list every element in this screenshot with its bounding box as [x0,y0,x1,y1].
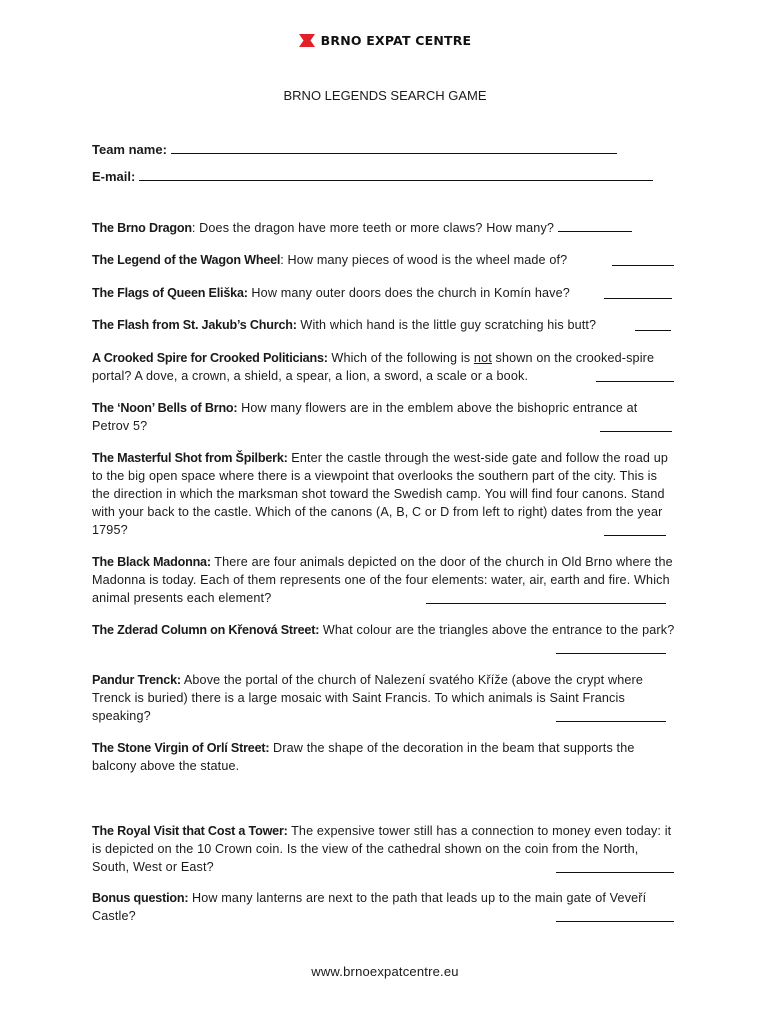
question-title: A Crooked Spire for Crooked Politicians: [92,351,328,365]
team-name-field[interactable] [92,141,617,157]
question-text: How many outer doors does the church in Komín have? [247,286,570,300]
brand-mark-icon [299,34,315,47]
answer-line[interactable] [556,641,666,654]
brand-logo [0,33,770,48]
question-title: The Flags of Queen Eliška: [92,286,248,300]
answer-line[interactable] [604,286,672,299]
question-crooked-spire [92,349,676,385]
brand-name: BRNO EXPAT CENTRE [320,33,472,48]
question-title: The Brno Dragon [92,221,192,235]
question-royal-visit [92,822,676,876]
question-text: Enter the castle through the west-side gate and follow the road up to the big open space where there is a viewpoint that overlooks the southern part of the city. This is the direction in which the marksman shot toward the Swedish camp. You will find four canons. Stand with your back to the castle. Which of the canons (A, B, C or D from left to right) dates from the year 1795? [92,451,669,537]
question-text: Above the portal of the church of Nalezení svatého Kříže (above the crypt where Trenck is buried) there is a large mosaic with Saint Francis. To which animals is Saint Francis speaking? [92,673,644,723]
question-zderad-column [92,621,676,639]
answer-line[interactable] [604,523,666,536]
question-title: The Black Madonna: [92,555,211,569]
answer-line[interactable] [426,591,666,604]
question-title: The ‘Noon’ Bells of Brno: [92,401,238,415]
answer-line[interactable] [612,253,674,266]
answer-line[interactable] [635,318,671,331]
answer-line[interactable] [558,219,632,232]
team-name-line[interactable] [171,141,617,154]
answer-line[interactable] [600,419,672,432]
question-bonus [92,889,676,925]
question-title: The Masterful Shot from Špilberk: [92,451,288,465]
answer-line[interactable] [556,909,674,922]
question-title: The Royal Visit that Cost a Tower: [92,824,288,838]
question-dragon [92,219,676,237]
question-title: The Flash from St. Jakub’s Church: [92,318,297,332]
footer-url[interactable]: www.brnoexpatcentre.eu [311,964,459,979]
question-noon-bells [92,399,676,435]
team-name-label: Team name: [92,142,167,157]
question-text: : Does the dragon have more teeth or more claws? How many? [191,221,555,235]
question-text: Draw the shape of the decoration in the beam that supports the balcony above the statue. [92,741,635,773]
email-line[interactable] [139,168,653,181]
email-field[interactable] [92,168,653,184]
answer-line[interactable] [596,369,674,382]
question-text-underlined: not [473,351,492,365]
question-text: How many flowers are in the emblem above the bishopric entrance at Petrov 5? [92,401,638,433]
question-stone-virgin [92,739,676,775]
question-black-madonna [92,553,676,607]
question-text-after: shown on the crooked-spire portal? A dove, a crown, a shield, a spear, a lion, a sword, a scale or a book. [92,351,655,383]
question-text: How many lanterns are next to the path that leads up to the main gate of Veveří Castle? [92,891,647,923]
answer-line[interactable] [556,709,666,722]
question-spilberk-shot [92,449,676,539]
page-title: BRNO LEGENDS SEARCH GAME [283,88,487,103]
question-wagon-wheel [92,251,676,269]
question-text: What colour are the triangles above the entrance to the park? [319,623,675,637]
question-text: The expensive tower still has a connection to money even today: it is depicted on the 10 Crown coin. Is the view of the cathedral shown on the coin from the North, South, West or East? [92,824,672,874]
question-text: : How many pieces of wood is the wheel made of? [280,253,568,267]
question-title: Pandur Trenck: [92,673,181,687]
question-pandur-trenck [92,671,676,725]
answer-line[interactable] [556,860,674,873]
question-flags-eliska [92,284,676,302]
question-title: The Zderad Column on Křenová Street: [92,623,320,637]
question-text: There are four animals depicted on the door of the church in Old Brno where the Madonna is today. Each of them represents one of the four elements: water, air, earth and fire. Which animal presents each element? [92,555,673,605]
question-title: The Legend of the Wagon Wheel [92,253,281,267]
question-text: With which hand is the little guy scratching his butt? [296,318,597,332]
question-text-before: Which of the following is [327,351,474,365]
question-title: The Stone Virgin of Orlí Street: [92,741,270,755]
email-label: E-mail: [92,169,136,184]
question-title: Bonus question: [92,891,189,905]
question-flash-jakub [92,316,676,334]
